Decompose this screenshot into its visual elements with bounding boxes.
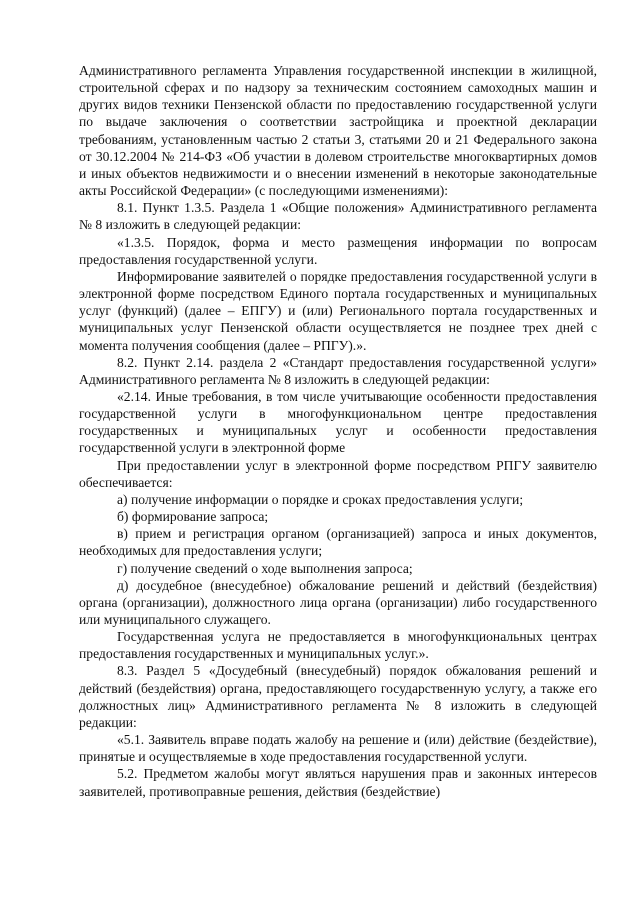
paragraph: Административного регламента Управления государственной инспекции в жилищной, строительной сферах и по надзору за техническим состоянием самоходных машин и других видов техники Пензенской области по предоставлению государственной услуги по выдаче заключения о соответствии застройщика и проектной декларации требованиям, установленным частью 2 статьи 3, статьями 20 и 21 Федерального закона от 30.12.2004 № 214-ФЗ «Об участии в долевом строительстве многоквартирных домов и иных объектов недвижимости и о внесении изменений в некоторые законодательные акты Российской Федерации» (с последующими изменениями): [79,63,597,199]
paragraph-1-3-5: «1.3.5. Порядок, форма и место размещения информации по вопросам предоставления государственной услуги. [79,234,597,267]
list-item: г) получение сведений о ходе выполнения запроса; [117,560,413,576]
paragraph-8-3: 8.3. Раздел 5 «Досудебный (внесудебный) порядок обжалования решений и действий (бездействия) органа, предоставляющего государственную услугу, а также его должностных лиц» Административного регламента № 8 изложить в следующей редакции: [79,663,597,730]
paragraph: При предоставлении услуг в электронной форме посредством РПГУ заявителю обеспечивается: [79,457,597,490]
paragraph-5-2: 5.2. Предметом жалобы могут являться нарушения прав и законных интересов заявителей, противоправные решения, действия (бездействие) [79,766,597,799]
paragraph: Государственная услуга не предоставляется в многофункциональных центрах предоставления государственных и муниципальных услуг.». [79,629,597,662]
paragraph-8-2: 8.2. Пункт 2.14. раздела 2 «Стандарт предоставления государственной услуги» Административного регламента № 8 изложить в следующей редакции: [79,354,597,387]
document-page [79,62,597,800]
paragraph-8-1: 8.1. Пункт 1.3.5. Раздела 1 «Общие положения» Административного регламента № 8 изложить в следующей редакции: [79,200,597,233]
paragraph: Информирование заявителей о порядке предоставления государственной услуги в электронной форме посредством Единого портала государственных и муниципальных услуг (функций) (далее – ЕПГУ) и (или) Регионального портала государственных и муниципальных услуг Пензенской области осуществляется не позднее трех дней с момента получения сообщения (далее – РПГУ).». [79,268,597,353]
list-item: б) формирование запроса; [117,509,269,525]
list-item: а) получение информации о порядке и сроках предоставления услуги; [117,491,524,507]
paragraph-2-14: «2.14. Иные требования, в том числе учитывающие особенности предоставления государственной услуги в многофункциональном центре предоставления государственных и муниципальных услуг и особенности предоставления государственной услуги в электронной форме [79,388,597,456]
paragraph-5-1: «5.1. Заявитель вправе подать жалобу на решение и (или) действие (бездействие), принятые и осуществляемые в ходе предоставления государственной услуги. [79,732,597,765]
list-item: д) досудебное (внесудебное) обжалование решений и действий (бездействия) органа (организации), должностного лица органа (организации) либо государственного или муниципального служащего. [79,577,597,627]
list-item: в) прием и регистрация органом (организацией) запроса и иных документов, необходимых для предоставления услуги; [79,526,597,559]
